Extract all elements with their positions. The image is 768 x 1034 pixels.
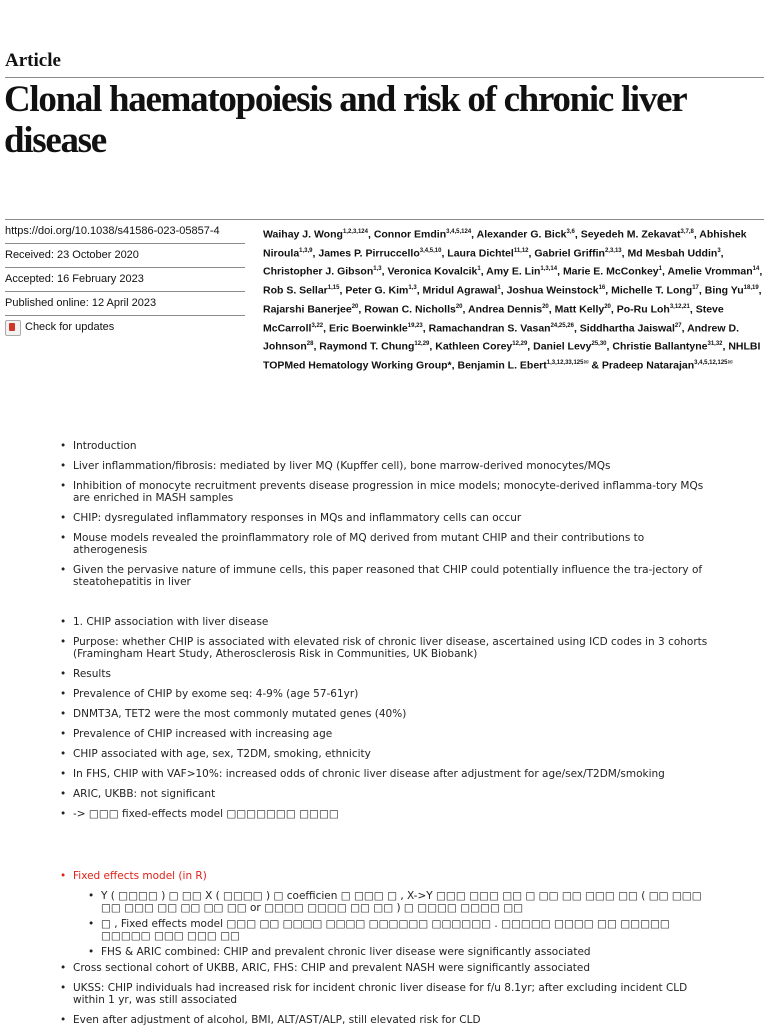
author-name[interactable]: Waihay J. Wong xyxy=(263,228,343,241)
author-affiliation: 25,30 xyxy=(591,341,607,348)
note-subitem: • Y ( □□□□ ) □ □□ X ( □□□□ ) □ coefficien □ □□□ □ , X->Y □□□ □□□ □□ □ □□ □□ □□□ □□ ( □□ □□□ □□ □□□ □□ □□ □□ □□ or □□□□ □□□□ □□ □□ ) □ □□□□ □□□□ □□ xyxy=(0,890,768,914)
author-affiliation: 3,4,5,10 xyxy=(419,247,442,254)
note-item: • In FHS, CHIP with VAF>10%: increased odds of chronic liver disease after adjustment for age/sex/T2DM/smoking xyxy=(0,768,768,780)
author-affiliation: 1,3,12,33,125✉ xyxy=(546,359,589,366)
author-name[interactable]: Mridul Agrawal xyxy=(422,284,498,297)
author-affiliation: 1,15 xyxy=(327,285,340,292)
note-item: • -> □□□ fixed-effects model □□□□□□□ □□□□ xyxy=(0,808,768,820)
check-for-updates-button[interactable] xyxy=(5,316,245,339)
author-affiliation: 19,23 xyxy=(407,322,423,329)
section1-list xyxy=(0,616,768,820)
note-item: • Introduction xyxy=(0,440,768,452)
author-name[interactable]: Andrea Dennis xyxy=(467,303,543,316)
author-name[interactable]: Peter G. Kim xyxy=(345,284,409,297)
author-affiliation: 12,29 xyxy=(414,341,430,348)
author-affiliation: 1,3 xyxy=(408,285,417,292)
author-name[interactable]: Gabriel Griffin xyxy=(534,247,605,260)
author-name[interactable]: Marie E. McConkey xyxy=(562,265,659,278)
note-item: • Liver inflammation/fibrosis: mediated by liver MQ (Kupffer cell), bone marrow-derived monocytes/MQs xyxy=(0,460,768,472)
fixed-effects-sublist xyxy=(0,890,768,958)
author-affiliation: 3,7,8 xyxy=(680,229,694,235)
author-affiliation: 3,22 xyxy=(311,322,324,329)
author-affiliation: 1,3,14 xyxy=(540,266,558,273)
published-date: Published online: 12 April 2023 xyxy=(5,292,245,316)
author-name[interactable]: Amelie Vromman xyxy=(667,265,753,278)
article-title: Clonal haematopoiesis and risk of chronic liver disease xyxy=(4,79,686,161)
author-affiliation: 18,19 xyxy=(743,285,759,292)
accepted-date: Accepted: 16 February 2023 xyxy=(5,268,245,292)
author-affiliation: 16 xyxy=(598,285,606,292)
note-item: • Cross sectional cohort of UKBB, ARIC, FHS: CHIP and prevalent NASH were significantly associated xyxy=(0,962,768,974)
article-metadata xyxy=(5,220,245,339)
author-affiliation: 2,3,13 xyxy=(604,247,622,254)
note-item: • Even after adjustment of alcohol, BMI, ALT/AST/ALP, still elevated risk for CLD xyxy=(0,1014,768,1026)
author-name[interactable]: NHLBI TOPMed Hematology Working Group* xyxy=(263,340,761,372)
author-affiliation: 20 xyxy=(455,303,463,310)
author-affiliation: 1,3 xyxy=(373,266,382,273)
author-affiliation: 20 xyxy=(542,303,549,310)
note-item: • CHIP associated with age, sex, T2DM, smoking, ethnicity xyxy=(0,748,768,760)
author-affiliation: 17 xyxy=(692,285,699,292)
author-name[interactable]: Bing Yu xyxy=(704,284,744,297)
author-name[interactable]: Connor Emdin xyxy=(373,228,447,241)
author-name[interactable]: Alexander G. Bick xyxy=(476,228,567,241)
author-name[interactable]: Rob S. Sellar xyxy=(263,284,328,297)
author-name[interactable]: Andrew D. Johnson xyxy=(263,322,739,353)
author-affiliation: 1,2,3,124 xyxy=(342,229,368,235)
received-date: Received: 23 October 2020 xyxy=(5,244,245,268)
author-name[interactable]: Benjamin L. Ebert xyxy=(457,359,547,372)
notes-section xyxy=(0,440,768,1034)
author-affiliation: 20 xyxy=(604,303,611,310)
note-item: • Purpose: whether CHIP is associated with elevated risk of chronic liver disease, ascertained using ICD codes in 3 cohorts (Framingham Heart Study, Atherosclerosis Risk in Communities, UK Biobank) xyxy=(0,636,768,660)
author-name[interactable]: Ramachandran S. Vasan xyxy=(428,322,551,335)
author-name[interactable]: Pradeep Natarajan xyxy=(601,359,695,372)
author-name[interactable]: Christie Ballantyne xyxy=(612,340,708,353)
note-item: • Mouse models revealed the proinflammatory role of MQ derived from mutant CHIP and their contributions to atherogenesis xyxy=(0,532,768,556)
author-name[interactable]: Kathleen Corey xyxy=(435,340,513,353)
note-item: • Prevalence of CHIP by exome seq: 4-9% (age 57-61yr) xyxy=(0,688,768,700)
intro-list xyxy=(0,440,768,588)
note-item: • Given the pervasive nature of immune cells, this paper reasoned that CHIP could potentially influence the tra-jectory of steatohepatitis in liver xyxy=(0,564,768,588)
note-item: • Prevalence of CHIP increased with increasing age xyxy=(0,728,768,740)
article-type-label: Article xyxy=(5,50,61,71)
author-affiliation: 3,4,5,12,125✉ xyxy=(694,359,733,366)
author-name[interactable]: Seyedeh M. Zekavat xyxy=(580,228,681,241)
author-name[interactable]: Michelle T. Long xyxy=(611,284,693,297)
fixed-effects-list xyxy=(0,870,768,882)
author-name[interactable]: Laura Dichtel xyxy=(447,247,514,260)
author-affiliation: 3 xyxy=(717,247,721,254)
author-affiliation: 31,32 xyxy=(707,341,723,348)
check-for-updates-label: Check for updates xyxy=(25,321,115,333)
author-name[interactable]: Raymond T. Chung xyxy=(319,340,415,353)
author-affiliation: 1 xyxy=(477,266,481,273)
author-name[interactable]: Steve McCarroll xyxy=(263,303,724,335)
author-name[interactable]: Joshua Weinstock xyxy=(506,284,599,297)
section2-list xyxy=(0,962,768,1026)
note-item: • Inhibition of monocyte recruitment prevents disease progression in mice models; monocyte-derived inflamma-tory MQs are enriched in MASH samples xyxy=(0,480,768,504)
author-affiliation: 1 xyxy=(497,285,501,292)
author-affiliation: 11,12 xyxy=(513,247,529,254)
author-list: Waihay J. Wong$^{1,2,3,124}$, Connor Emdin$^{3,4,5,124}$, Alexander G. Bick$^{3,6}$, Seyedeh M. Zekavat$^{3,7,8}$, Abhishek Niroula$^{1,3,9}$, James P. Pirruccello$^{3,4,5,10}$, Laura Dichtel$^{11,12}$, Gabriel Griffin$^{2,3,13}$, Md Mesbah Uddin$^3$, Christopher J. Gibson$^{1,3}$, Veronica Kovalcik$^1$, Amy E. Lin$^{1,3,14}$, Marie E. McConkey$^1$, Amelie Vromman$^{14}$, Rob S. Sellar$^{1,15}$, Peter G. Kim$^{1,3}$, Mridul Agrawal$^1$, Joshua Weinstock$^{16}$, Michelle T. Long$^{17}$, Bing Yu$^{18,19}$, Rajarshi Banerjee$^{20}$, Rowan C. Nicholls$^{20}$, Andrea Dennis$^{20}$, Matt Kelly$^{20}$, Po-Ru Loh$^{3,12,21}$, Steve McCarroll$^{3,22}$, Eric Boerwinkle$^{19,23}$, Ramachandran S. Vasan$^{24,25,26}$, Siddhartha Jaiswal$^{27}$, Andrew D. Johnson$^{28}$, Raymond T. Chung$^{12,29}$, Kathleen Corey$^{12,29}$, Daniel Levy$^{25,30}$, Christie Ballantyne$^{31,32}$, NHLBI TOPMed Hematology Working Group*, Benjamin L. Ebert$^{1,3,12,33,125✉}$ & Pradeep Natarajan$^{3,4,5,12,125✉}$ xyxy=(263,228,763,372)
note-item: • CHIP: dysregulated inflammatory responses in MQs and inflammatory cells can occur xyxy=(0,512,768,524)
author-affiliation: 12,29 xyxy=(512,341,528,348)
author-name[interactable]: Rajarshi Banerjee xyxy=(263,303,352,316)
fixed-effects-heading: • Fixed effects model (in R) xyxy=(0,870,768,882)
author-name[interactable]: Matt Kelly xyxy=(554,303,605,316)
author-affiliation: 27 xyxy=(674,322,682,329)
author-affiliation: 3,12,21 xyxy=(669,303,690,310)
author-name[interactable]: Rowan C. Nicholls xyxy=(364,303,456,316)
note-item: • UKSS: CHIP individuals had increased risk for incident chronic liver disease for f/u 8.1yr; after excluding incident CLD within 1 yr, was still associated xyxy=(0,982,768,1006)
author-name[interactable]: Po-Ru Loh xyxy=(616,303,670,316)
author-affiliation: 1 xyxy=(658,266,662,273)
author-affiliation: 3,6 xyxy=(566,229,575,235)
note-item: • DNMT3A, TET2 were the most commonly mutated genes (40%) xyxy=(0,708,768,720)
note-subitem: • FHS & ARIC combined: CHIP and prevalent chronic liver disease were significantly associated xyxy=(0,946,768,958)
doi-link[interactable]: https://doi.org/10.1038/s41586-023-05857-4 xyxy=(5,220,245,244)
author-affiliation: 20 xyxy=(351,303,359,310)
author-affiliation: 3,4,5,124 xyxy=(446,229,472,235)
author-affiliation: 14 xyxy=(752,266,760,273)
author-name[interactable]: James P. Pirruccello xyxy=(318,247,420,260)
check-for-updates-icon xyxy=(5,320,21,336)
author-name[interactable]: Christopher J. Gibson xyxy=(263,265,374,278)
author-affiliation: 24,25,26 xyxy=(550,322,574,329)
note-item: • 1. CHIP association with liver disease xyxy=(0,616,768,628)
author-name[interactable]: Veronica Kovalcik xyxy=(387,265,478,278)
author-name[interactable]: Abhishek Niroula xyxy=(263,228,747,260)
author-name[interactable]: Daniel Levy xyxy=(533,340,592,353)
note-subitem: • □ , Fixed effects model □□□ □□ □□□□ □□□□ □□□□□□ □□□□□□ . □□□□□ □□□□ □□ □□□□□ □□□□□ □□□ □□□ □□ xyxy=(0,918,768,942)
author-name[interactable]: Amy E. Lin xyxy=(486,265,541,278)
note-item: • ARIC, UKBB: not significant xyxy=(0,788,768,800)
author-affiliation: 28 xyxy=(306,341,314,348)
author-name[interactable]: Md Mesbah Uddin xyxy=(627,247,718,260)
author-name[interactable]: Eric Boerwinkle xyxy=(328,322,408,335)
author-name[interactable]: Siddhartha Jaiswal xyxy=(579,322,675,335)
author-affiliation: 1,3,9 xyxy=(299,247,313,254)
top-divider xyxy=(5,77,764,78)
note-item: • Results xyxy=(0,668,768,680)
